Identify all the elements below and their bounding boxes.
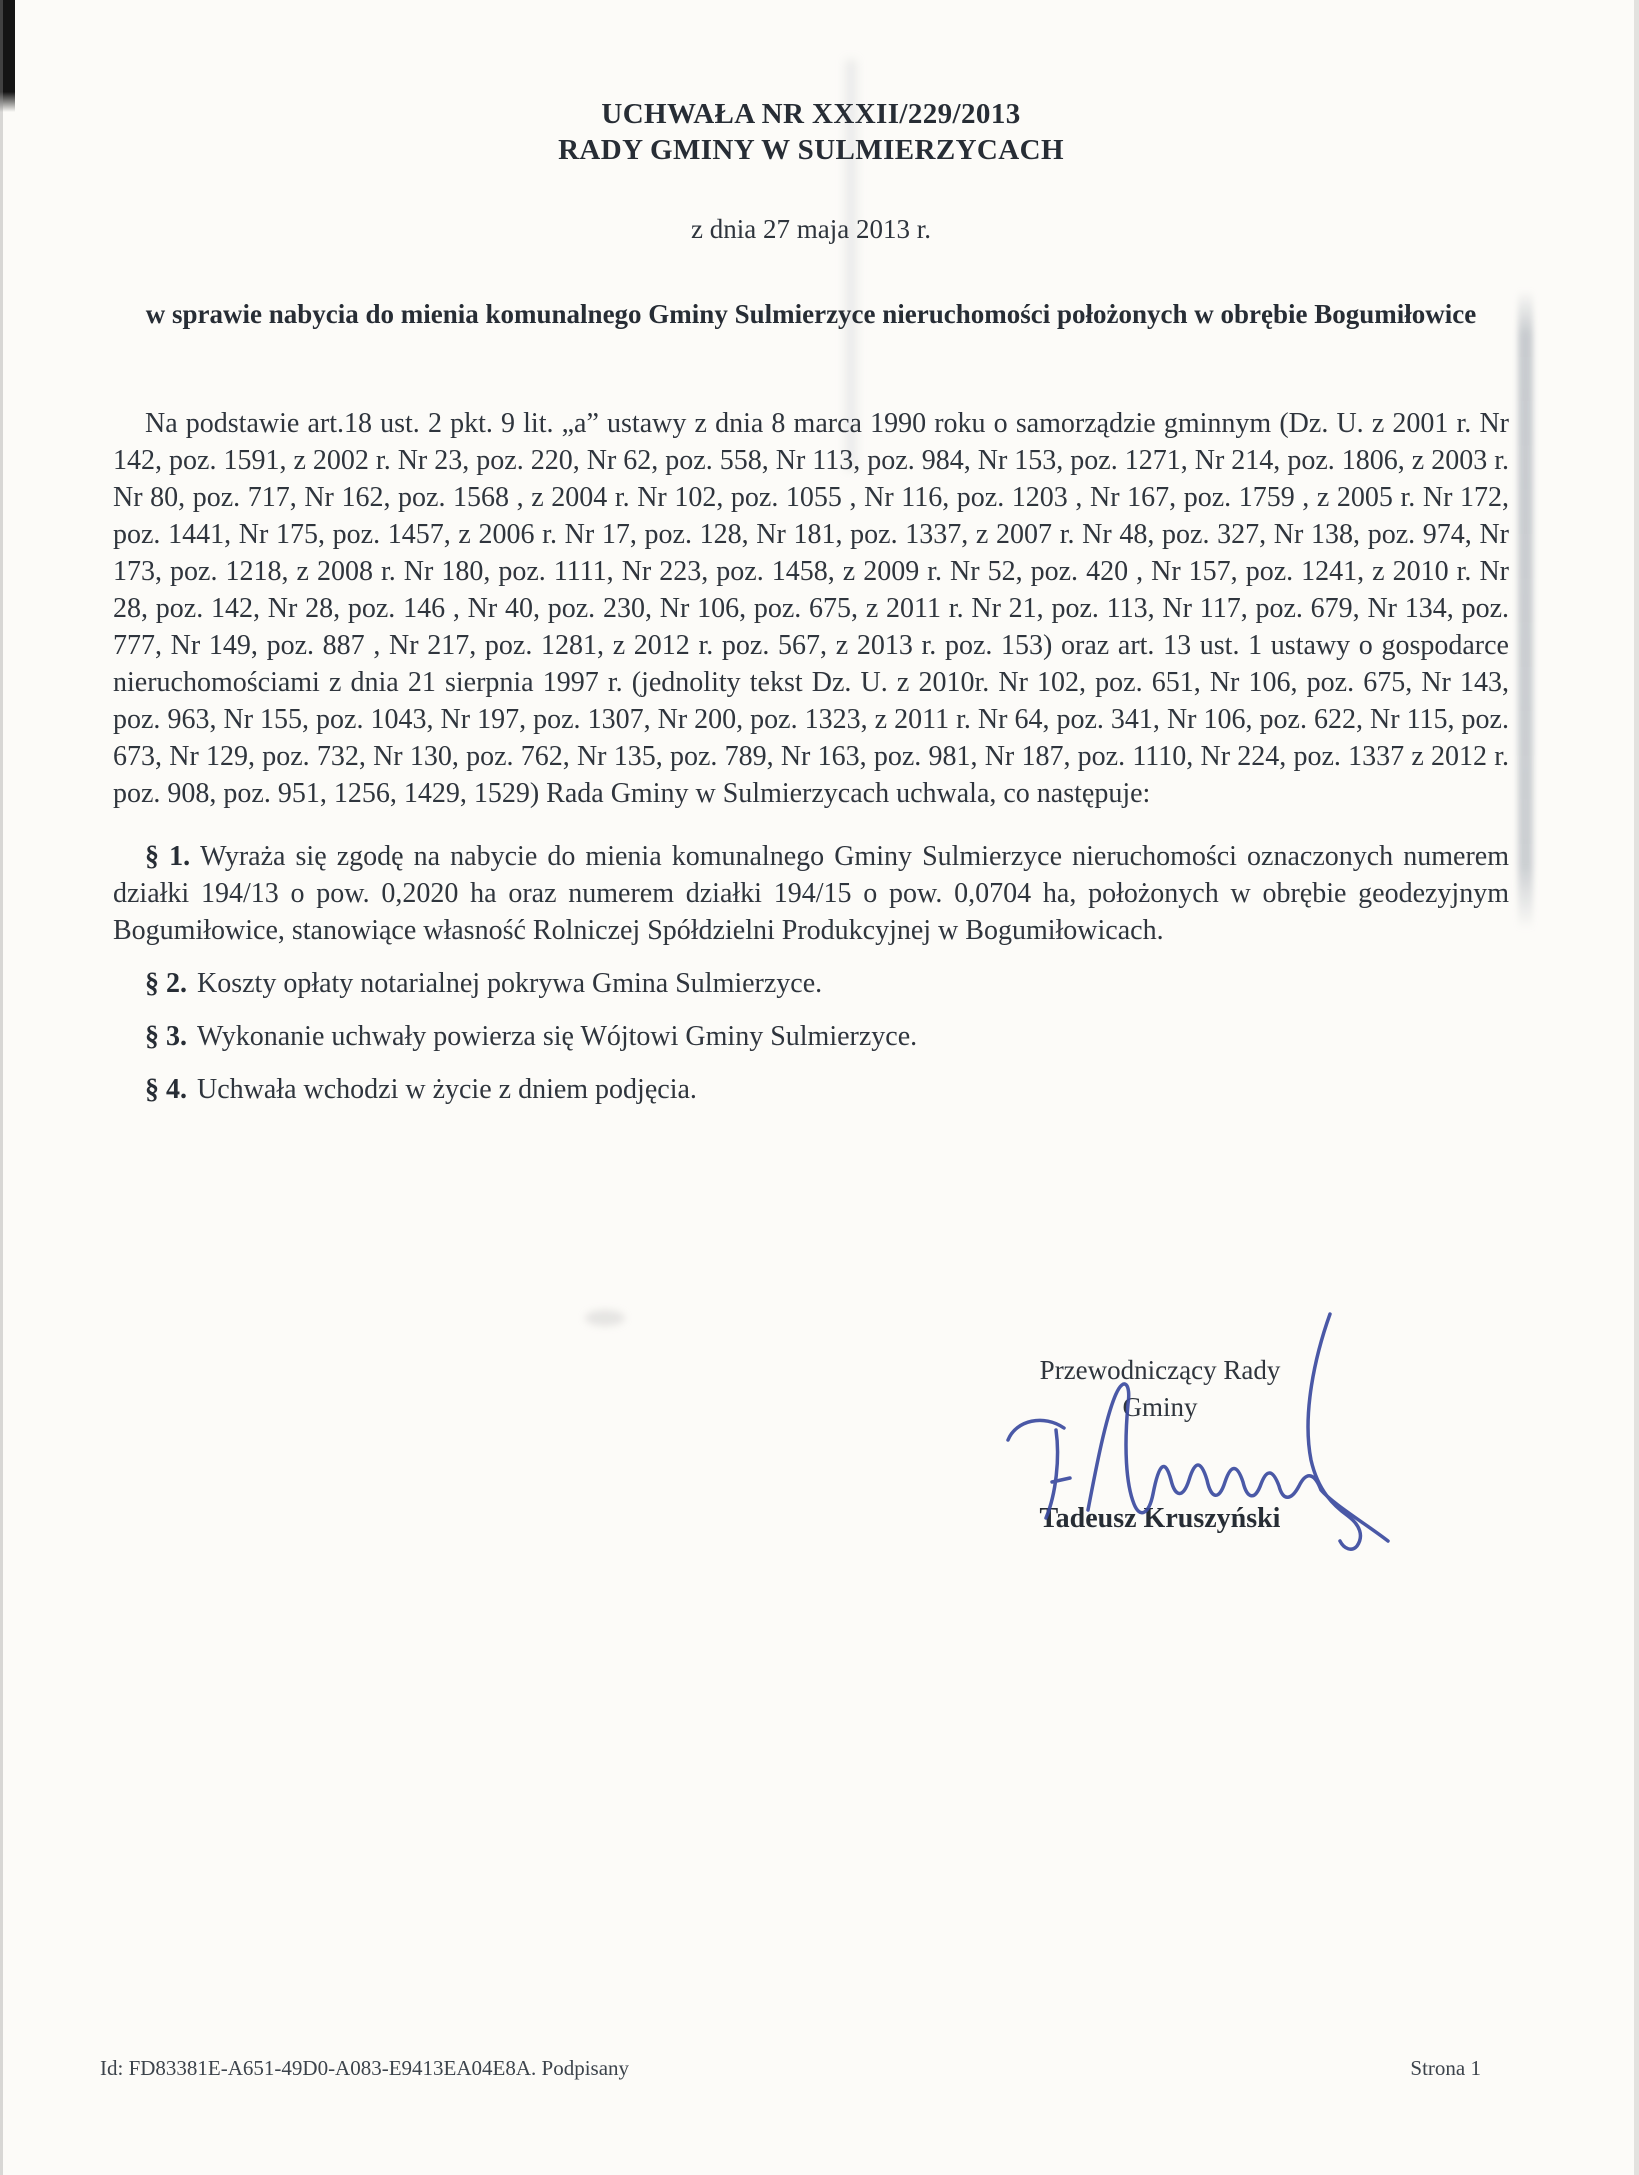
scan-artifact-right-edge xyxy=(1634,0,1639,2175)
section-marker-4: § 4. xyxy=(145,1074,187,1105)
section-paragraph-3 xyxy=(113,1018,1509,1055)
footer-page-number: Strona 1 xyxy=(1410,2056,1481,2080)
scan-artifact-left-edge xyxy=(0,0,3,2175)
section-paragraph-4 xyxy=(113,1071,1509,1108)
signatory-name: Tadeusz Kruszyński xyxy=(1039,1503,1281,1534)
resolution-subject: w sprawie nabycia do mienia komunalnego Gminy Sulmierzyce nieruchomości położonych w obrębie Bogumiłowice xyxy=(145,299,1477,329)
signature-block xyxy=(950,1352,1370,1537)
section-text-2: Koszty opłaty notarialnej pokrywa Gmina Sulmierzyce. xyxy=(197,968,823,999)
scan-artifact-right-band xyxy=(1518,290,1533,930)
section-text-3: Wykonanie uchwały powierza się Wójtowi Gminy Sulmierzyce. xyxy=(197,1021,918,1052)
resolution-number: UCHWAŁA NR XXXII/229/2013 xyxy=(601,98,1021,130)
signatory-role-line2: Gminy xyxy=(1122,1392,1198,1422)
section-marker-3: § 3. xyxy=(145,1021,187,1052)
section-marker-1: § 1. xyxy=(145,841,191,872)
section-text-4: Uchwała wchodzi w życie z dniem podjęcia. xyxy=(197,1074,697,1105)
council-name: RADY GMINY W SULMIERZYCACH xyxy=(558,134,1064,166)
section-paragraph-2 xyxy=(113,965,1509,1002)
section-marker-2: § 2. xyxy=(145,968,187,999)
footer-document-id: Id: FD83381E-A651-49D0-A083-E9413EA04E8A. Podpisany xyxy=(100,2056,630,2080)
section-paragraph-1 xyxy=(113,838,1509,949)
document-body xyxy=(113,0,1509,1108)
legal-basis-paragraph: Na podstawie art.18 ust. 2 pkt. 9 lit. „a” ustawy z dnia 8 marca 1990 roku o samorządzie gminnym (Dz. U. z 2001 r. Nr 142, poz. 1591, z 2002 r. Nr 23, poz. 220, Nr 62, poz. 558, Nr 113, poz. 984, Nr 153, poz. 1271, Nr 214, poz. 1806, z 2003 r. Nr 80, poz. 717, Nr 162, poz. 1568 , z 2004 r. Nr 102, poz. 1055 , Nr 116, poz. 1203 , Nr 167, poz. 1759 , z 2005 r. Nr 172, poz. 1441, Nr 175, poz. 1457, z 2006 r. Nr 17, poz. 128, Nr 181, poz. 1337, z 2007 r. Nr 48, poz. 327, Nr 138, poz. 974, Nr 173, poz. 1218, z 2008 r. Nr 180, poz. 1111, Nr 223, poz. 1458, z 2009 r. Nr 52, poz. 420 , Nr 157, poz. 1241, z 2010 r. Nr 28, poz. 142, Nr 28, poz. 146 , Nr 40, poz. 230, Nr 106, poz. 675, z 2011 r. Nr 21, poz. 113, Nr 117, poz. 679, Nr 134, poz. 777, Nr 149, poz. 887 , Nr 217, poz. 1281, z 2012 r. poz. 567, z 2013 r. poz. 153) oraz art. 13 ust. 1 ustawy o gospodarce nieruchomościami z dnia 21 sierpnia 1997 r. (jednolity tekst Dz. U. z 2010r. Nr 102, poz. 651, Nr 106, poz. 675, Nr 143, poz. 963, Nr 155, poz. 1043, Nr 197, poz. 1307, Nr 200, poz. 1323, z 2011 r. Nr 64, poz. 341, Nr 106, poz. 622, Nr 115, poz. 673, Nr 129, poz. 732, Nr 130, poz. 762, Nr 135, poz. 789, Nr 163, poz. 981, Nr 187, poz. 1110, Nr 224, poz. 1337 z 2012 r. poz. 908, poz. 951, 1256, 1429, 1529) Rada Gminy w Sulmierzycach uchwala, co następuje: xyxy=(113,408,1509,809)
signatory-role-line1: Przewodniczący Rady xyxy=(1039,1355,1281,1385)
scan-artifact-smudge xyxy=(585,1310,625,1326)
resolution-date: z dnia 27 maja 2013 r. xyxy=(691,214,931,244)
scan-artifact-left-black-strip xyxy=(0,0,15,112)
resolution-title xyxy=(113,96,1509,168)
section-text-1: Wyraża się zgodę na nabycie do mienia komunalnego Gminy Sulmierzyce nieruchomości oznaczonych numerem działki 194/13 o pow. 0,2020 ha oraz numerem działki 194/15 o pow. 0,0704 ha, położonych w obrębie geodezyjnym Bogumiłowice, stanowiące własność Rolniczej Spółdzielni Produkcyjnej w Bogumiłowicach. xyxy=(113,841,1510,946)
